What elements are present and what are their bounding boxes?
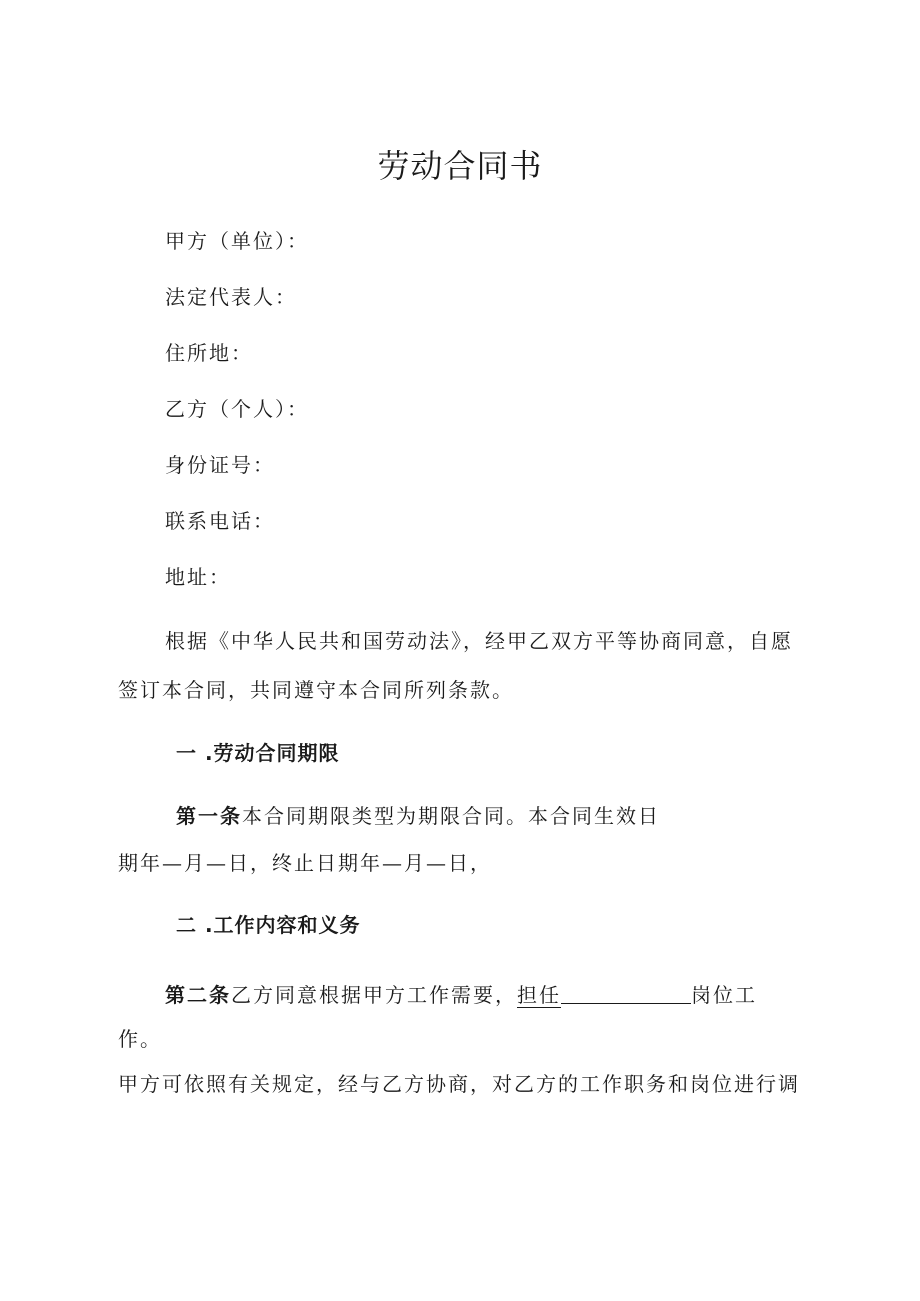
residence-field: 住所地： xyxy=(165,341,253,365)
party-b-field: 乙方（个人）： xyxy=(165,397,309,421)
article-1-line-1 xyxy=(176,802,660,830)
article-2-text-before: 乙方同意根据甲方工作需要， xyxy=(231,983,517,1007)
article-2-underlined: 担任 xyxy=(517,983,561,1007)
section-1-heading: 一 .劳动合同期限 xyxy=(176,741,340,765)
position-blank xyxy=(561,981,691,1004)
phone-field: 联系电话： xyxy=(165,509,275,533)
article-2-line-3: 甲方可依照有关规定，经与乙方协商，对乙方的工作职务和岗位进行调 xyxy=(118,1072,800,1096)
article-2-text-after: 岗位工 xyxy=(691,983,757,1007)
article-2-line-1 xyxy=(165,981,757,1009)
document-title: 劳动合同书 xyxy=(377,147,543,185)
address-field: 地址： xyxy=(165,565,231,589)
article-1-line-2: 期年—月—日，终止日期年—月—日， xyxy=(118,851,492,875)
article-1-text: 本合同期限类型为期限合同。本合同生效日 xyxy=(242,804,660,828)
article-1-label: 第一条 xyxy=(176,804,242,828)
preamble-line-1: 根据《中华人民共和国劳动法》，经甲乙双方平等协商同意，自愿 xyxy=(165,629,793,653)
article-2-label: 第二条 xyxy=(165,983,231,1007)
legal-rep-field: 法定代表人： xyxy=(165,285,297,309)
party-a-field: 甲方（单位）： xyxy=(165,229,309,253)
preamble-line-2: 签订本合同，共同遵守本合同所列条款。 xyxy=(118,678,514,702)
id-number-field: 身份证号： xyxy=(165,453,275,477)
section-2-heading: 二 .工作内容和义务 xyxy=(176,913,361,937)
article-2-line-2: 作。 xyxy=(118,1027,162,1051)
